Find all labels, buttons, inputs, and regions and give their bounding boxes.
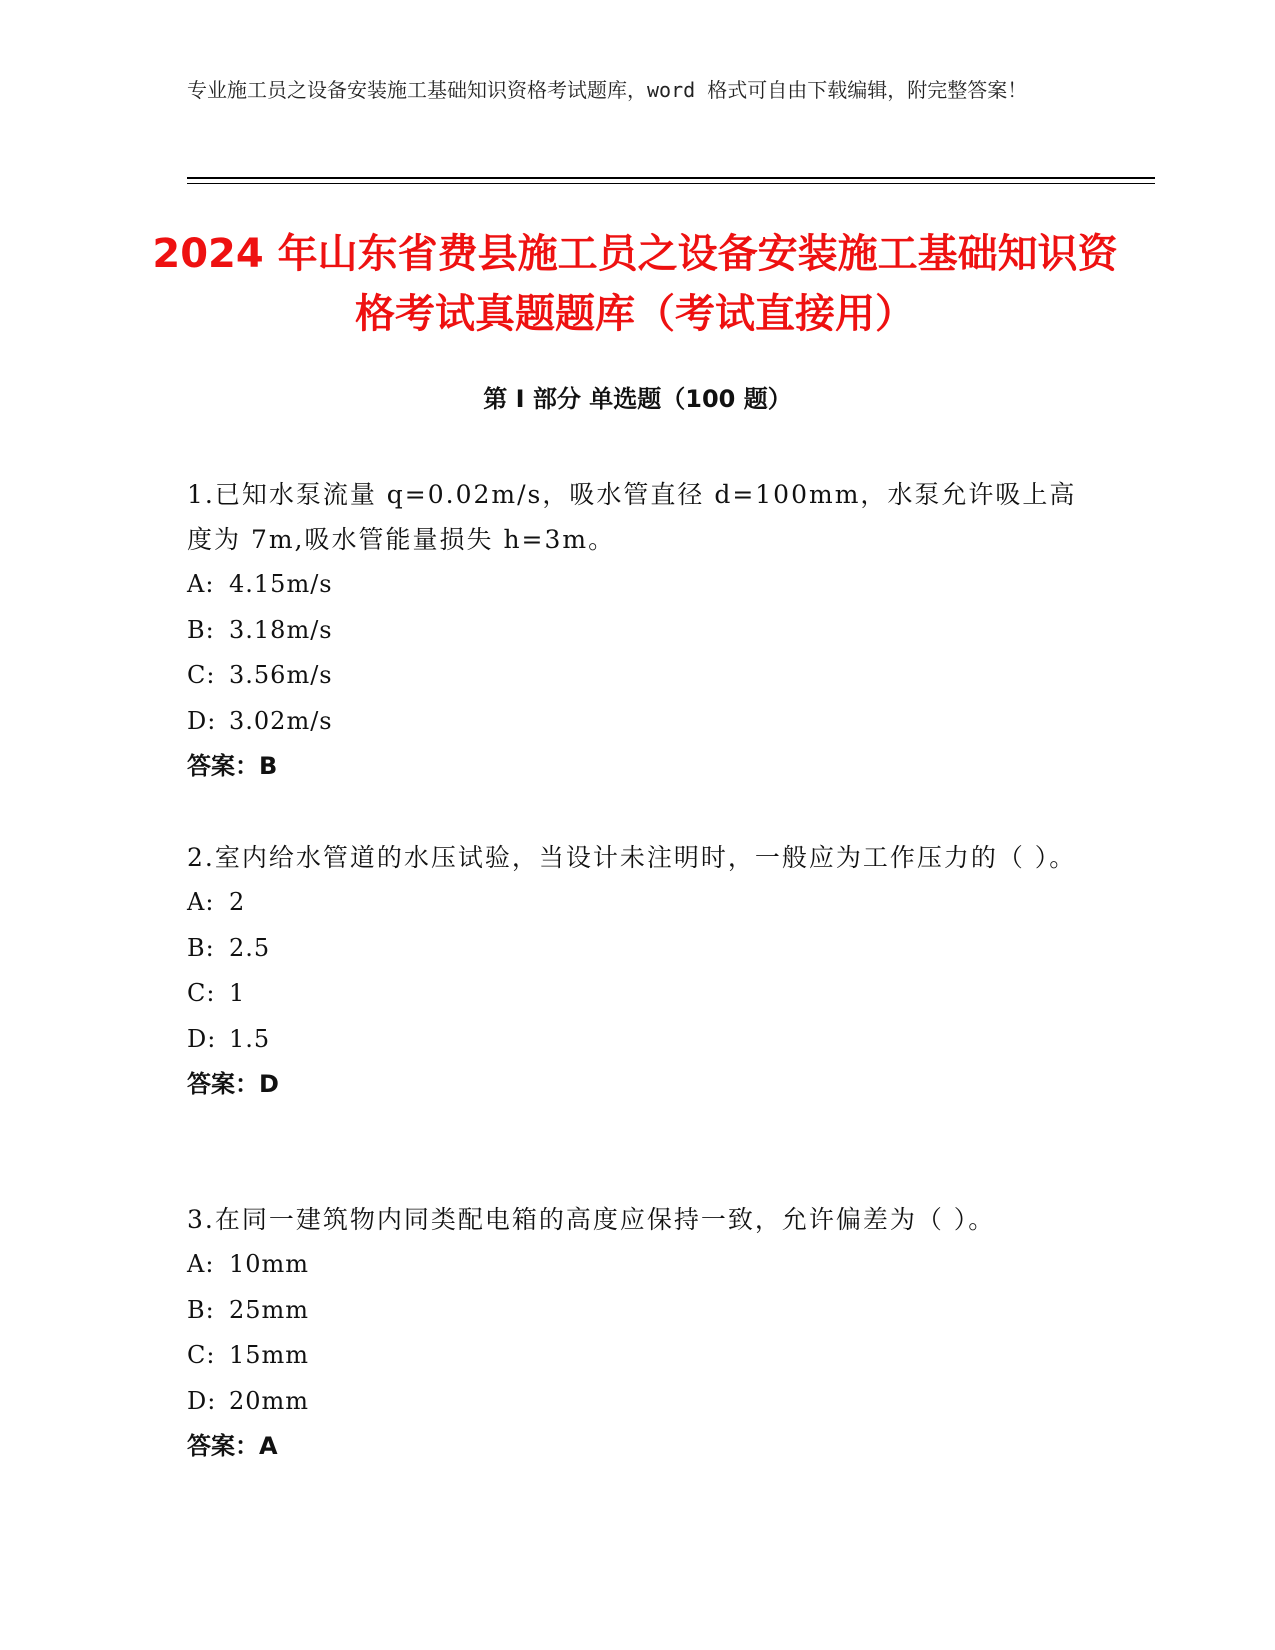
answer-line xyxy=(187,744,1077,789)
option-label: C: xyxy=(187,979,216,1007)
option-label: A: xyxy=(187,570,215,598)
option-text: 20mm xyxy=(229,1386,310,1415)
option-a xyxy=(187,880,1077,926)
option-label: B: xyxy=(187,615,215,644)
question-2 xyxy=(187,835,1077,1107)
option-text: 3.56m/s xyxy=(229,661,333,689)
question-stem: 3.在同一建筑物内同类配电箱的高度应保持一致，允许偏差为（ ）。 xyxy=(187,1205,996,1234)
option-text: 3.18m/s xyxy=(229,615,333,644)
question-stem: 1.已知水泵流量 q=0.02m/s，吸水管直径 d=100mm，水泵允许吸上高度为 7m,吸水管能量损失 h=3m。 xyxy=(187,480,1077,554)
option-label: A: xyxy=(187,888,215,916)
answer-prefix: 答案： xyxy=(187,752,259,780)
answer-line xyxy=(187,1424,1077,1469)
option-label: B: xyxy=(187,933,215,962)
option-c xyxy=(187,653,1077,699)
option-d xyxy=(187,699,1077,745)
option-text: 3.02m/s xyxy=(229,706,333,735)
question-1 xyxy=(187,472,1077,789)
option-b xyxy=(187,608,1077,654)
option-text: 4.15m/s xyxy=(229,570,333,598)
option-a xyxy=(187,562,1077,608)
option-text: 2.5 xyxy=(229,933,271,962)
answer-value: B xyxy=(259,752,278,780)
option-text: 1.5 xyxy=(229,1024,271,1053)
answer-prefix: 答案： xyxy=(187,1070,259,1098)
option-c xyxy=(187,1333,1077,1379)
answer-value: A xyxy=(259,1432,278,1460)
option-label: B: xyxy=(187,1295,215,1324)
option-label: C: xyxy=(187,1341,216,1369)
section-heading: 第 I 部分 单选题（100 题） xyxy=(483,385,792,413)
option-label: D: xyxy=(187,1386,217,1415)
option-text: 2 xyxy=(229,888,246,916)
option-text: 25mm xyxy=(229,1295,310,1324)
option-a xyxy=(187,1242,1077,1288)
header-note: 专业施工员之设备安装施工基础知识资格考试题库，word 格式可自由下载编辑，附完整答案！ xyxy=(187,78,1028,102)
option-text: 10mm xyxy=(229,1250,310,1278)
answer-line xyxy=(187,1062,1077,1107)
option-d xyxy=(187,1379,1077,1425)
option-c xyxy=(187,971,1077,1017)
header-rule-thick xyxy=(187,177,1155,179)
question-stem: 2.室内给水管道的水压试验，当设计未注明时，一般应为工作压力的（ ）。 xyxy=(187,843,1077,872)
option-label: A: xyxy=(187,1250,215,1278)
option-text: 1 xyxy=(229,979,246,1007)
option-text: 15mm xyxy=(229,1341,310,1369)
document-title: 2024 年山东省费县施工员之设备安装施工基础知识资格考试真题题库（考试直接用） xyxy=(152,231,1118,337)
option-b xyxy=(187,926,1077,972)
option-label: C: xyxy=(187,661,216,689)
option-d xyxy=(187,1017,1077,1063)
answer-value: D xyxy=(259,1070,279,1098)
option-label: D: xyxy=(187,1024,217,1053)
option-label: D: xyxy=(187,706,217,735)
question-3 xyxy=(187,1197,1077,1469)
answer-prefix: 答案： xyxy=(187,1432,259,1460)
option-b xyxy=(187,1288,1077,1334)
header-rule-thin xyxy=(187,183,1155,184)
